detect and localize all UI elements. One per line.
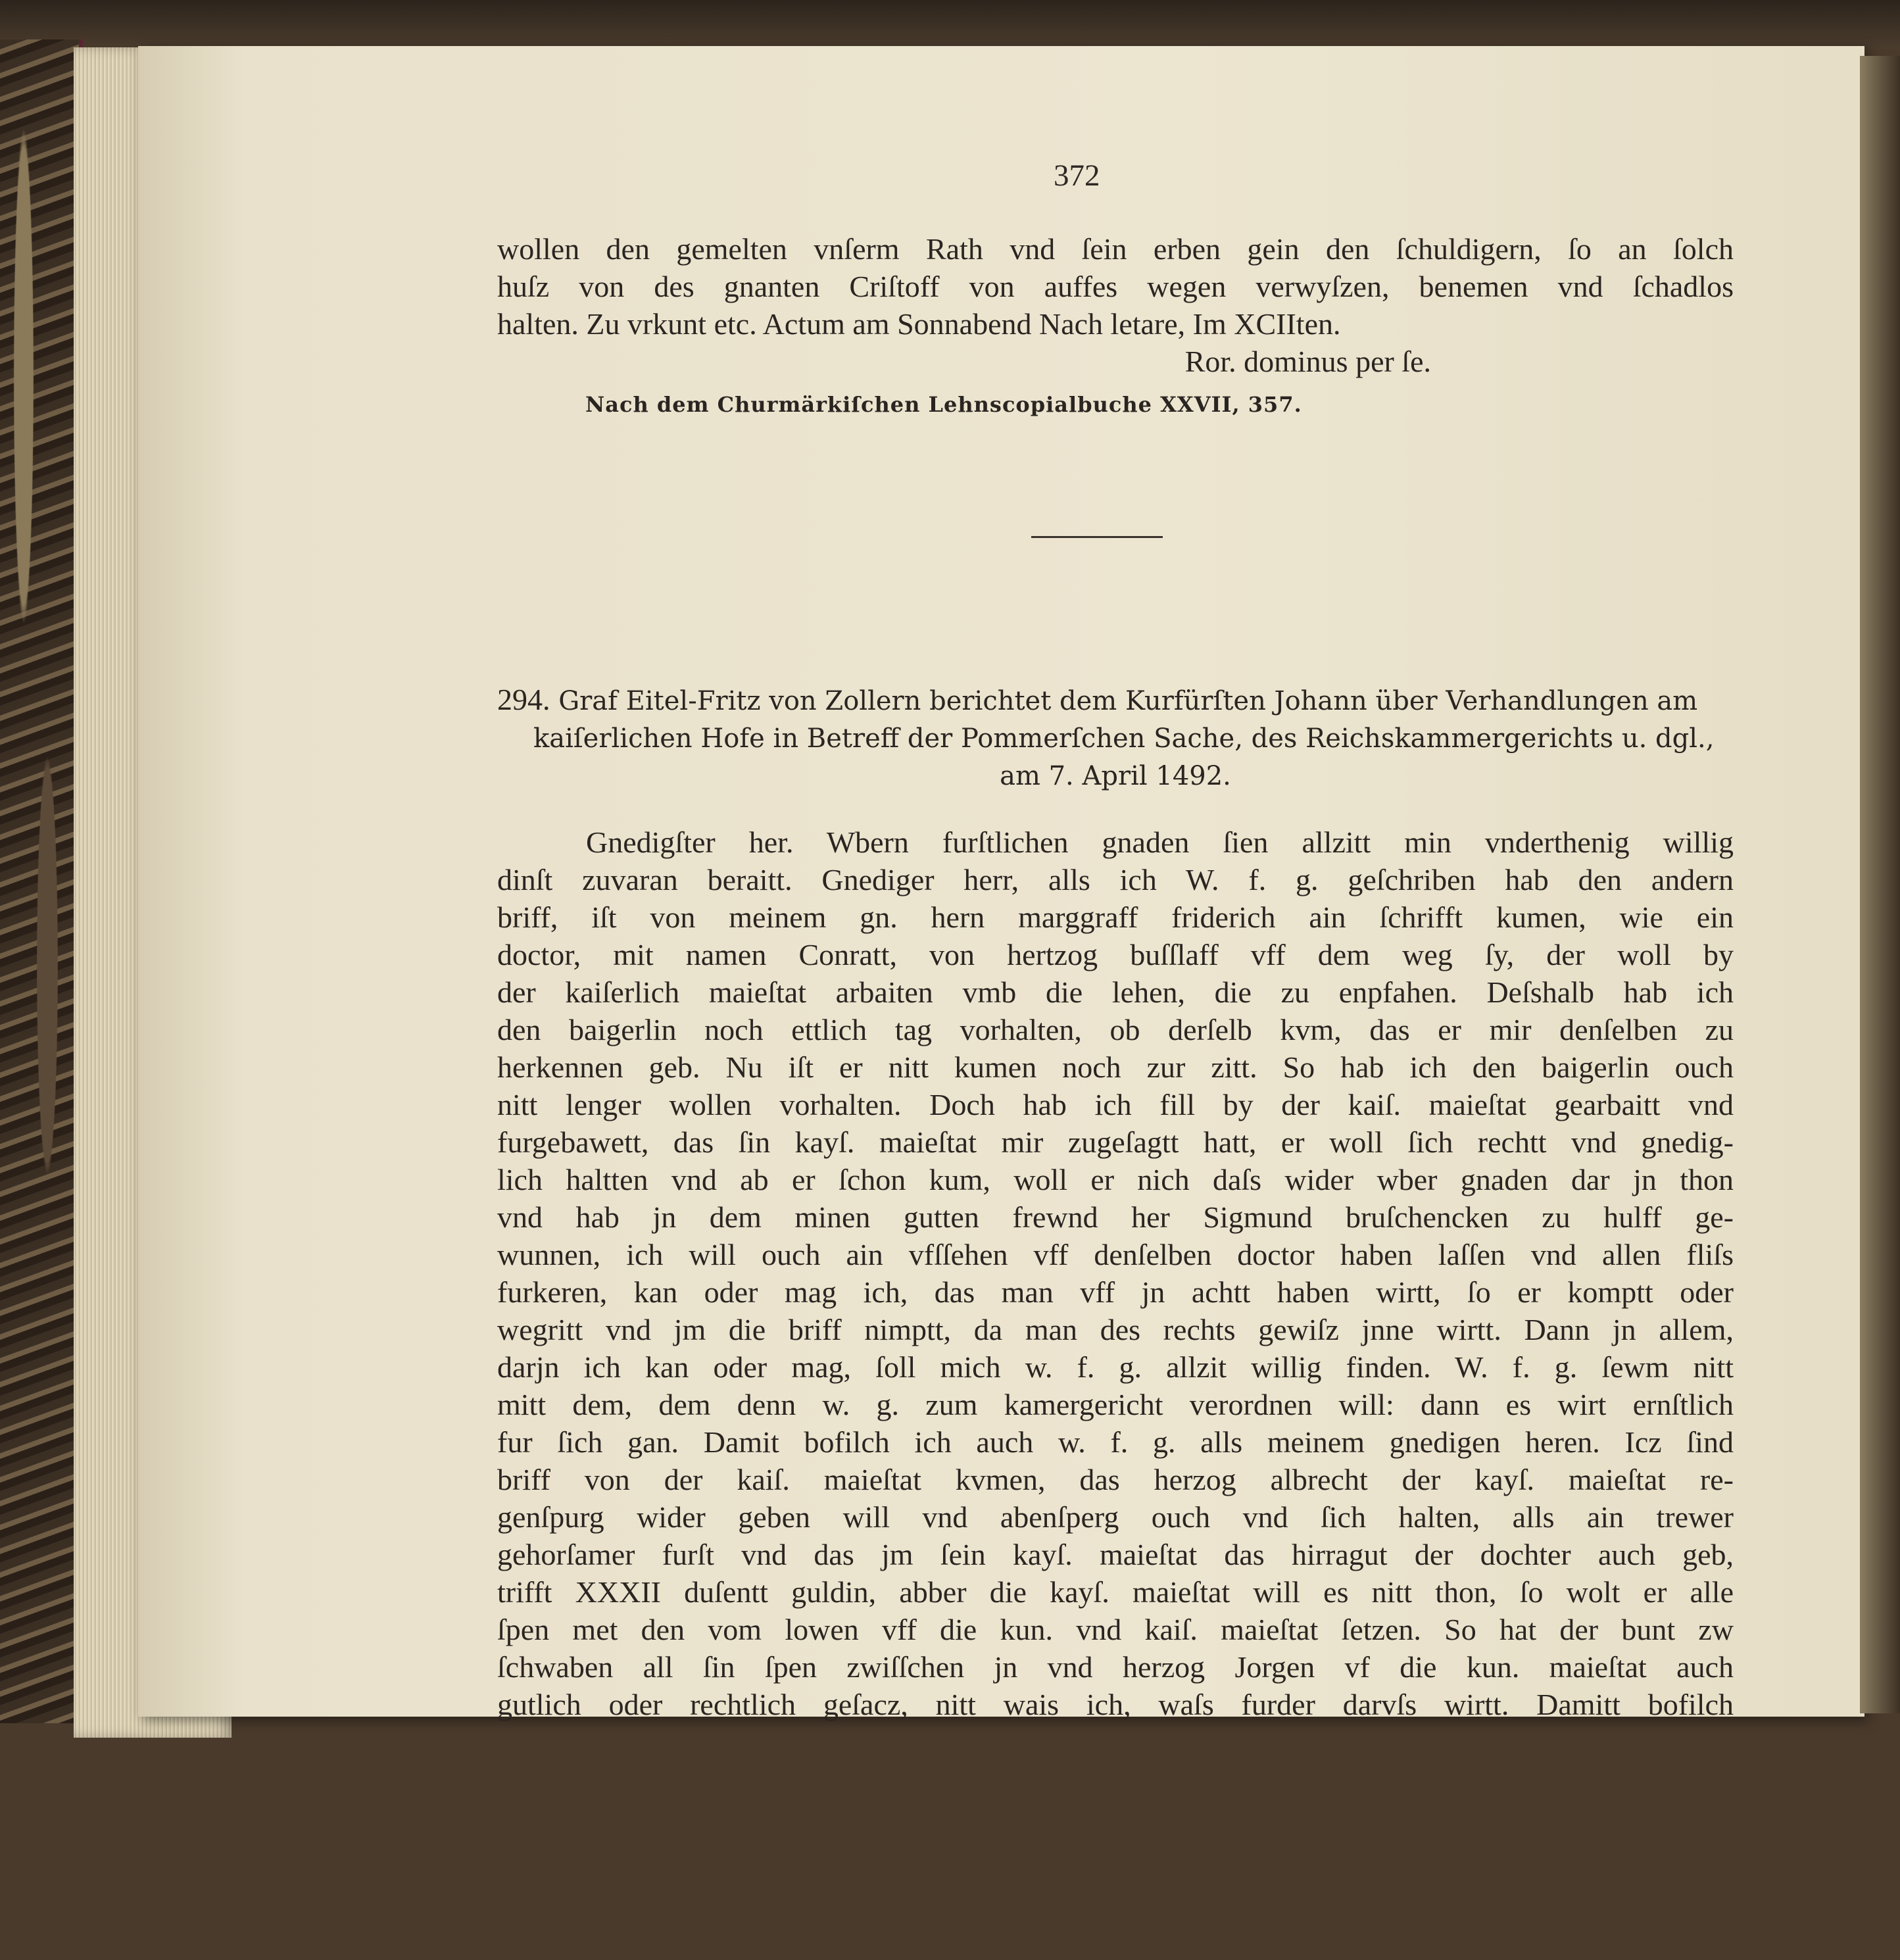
text-line: gehorſamer furſt vnd das jm ſein kayſ. maieſtat das hirragut der dochter auch geb, (497, 1538, 1734, 1571)
heading-line-1 (497, 681, 1734, 720)
text-line: furkeren, kan oder mag ich, das man vff jn achtt haben wirtt, ſo er komptt oder (497, 1275, 1734, 1309)
text-line: ſpen met den vom lowen vff die kun. vnd kaiſ. maieſtat ſetzen. So hat der bunt zw (497, 1613, 1734, 1646)
marbled-endpaper (0, 39, 83, 1723)
text-line: wollen den gemelten vnſerm Rath vnd ſein erben gein den ſchuldigern, ſo an ſolch (497, 232, 1734, 266)
document-heading (497, 681, 1734, 795)
text-line: dinſt zuvaran beraitt. Gnediger herr, alls ich W. f. g. geſchriben hab den andern (497, 863, 1734, 896)
text-line: doctor, mit namen Conratt, von hertzog buſſlaff vff dem weg ſy, der woll by (497, 938, 1734, 971)
text-line: briff von der kaiſ. maieſtat kvmen, das herzog albrecht der kayſ. maieſtat re- (497, 1463, 1734, 1496)
heading-line-3: am 7. April 1492. (1000, 761, 1231, 791)
document-number: 294. (497, 683, 550, 716)
text-line: lich haltten vnd ab er ſchon kum, woll er nich daſs wider wber gnaden dar jn thon (497, 1163, 1734, 1196)
text-line: genſpurg wider geben will vnd abenſperg ouch vnd ſich halten, alls ain trewer (497, 1500, 1734, 1534)
text-line: halten. Zu vrkunt etc. Actum am Sonnabend Nach letare, Im XCIIten. (497, 307, 1341, 341)
text-line: mitt dem, dem denn w. g. zum kamergericht verordnen will: dann es wirt ernſtlich (497, 1388, 1734, 1421)
text-line: wegritt vnd jm die briff nimptt, da man des rechts gewiſz jnne wirtt. Dann jn allem, (497, 1313, 1734, 1346)
text-line: ſchwaben all ſin ſpen zwiſſchen jn vnd herzog Jorgen vf die kun. maieſtat auch (497, 1650, 1734, 1684)
text-line: furgebawett, das ſin kayſ. maieſtat mir zugeſagtt hatt, er woll ſich rechtt vnd gnedig- (497, 1125, 1734, 1159)
text-line: nitt lenger wollen vorhalten. Doch hab ich fill by der kaiſ. maieſtat gearbaitt vnd (497, 1088, 1734, 1121)
heading-line-2: kaiſerlichen Hofe in Betreff der Pommerſchen Sache, des Reichskammergerichts u. dgl., (533, 723, 1715, 754)
text-line: wunnen, ich will ouch ain vfſſehen vff denſelben doctor haben laſſen vnd allen fliſs (497, 1238, 1734, 1271)
text-line: gutlich oder rechtlich geſacz, nitt wais ich, waſs furder darvſs wirtt. Damitt bofilch (497, 1688, 1734, 1721)
text-line: briff, iſt von meinem gn. hern marggraff friderich ain ſchrifft kumen, wie ein (497, 900, 1734, 934)
page-number: 372 (1054, 159, 1100, 193)
text-line: der kaiſerlich maieſtat arbaiten vmb die lehen, die zu enpfahen. Deſshalb hab ich (497, 975, 1734, 1009)
text-line: trifft XXXII duſentt guldin, abber die kayſ. maieſtat will es nitt thon, ſo wolt er alle (497, 1575, 1734, 1609)
text-line: herkennen geb. Nu iſt er nitt kumen noch zur zitt. So hab ich den baigerlin ouch (497, 1050, 1734, 1084)
section-divider (1031, 536, 1163, 538)
signature-line: Ror. dominus per ſe. (1184, 345, 1431, 378)
text-line: vnd hab jn dem minen gutten frewnd her Sigmund bruſchencken zu hulff ge- (497, 1200, 1734, 1234)
book-cover-board (0, 0, 1900, 49)
text-line: fur ſich gan. Damit bofilch ich auch w. f. g. alls meinem gnedigen heren. Icz ſind (497, 1425, 1734, 1459)
source-note: Nach dem Churmärkiſchen Lehnscopialbuche XXVII, 357. (585, 392, 1302, 417)
text-line: Gnedigſter her. Wbern furſtlichen gnaden ſien allzitt min vnderthenig willig (586, 825, 1734, 859)
text-line: darjn ich kan oder mag, ſoll mich w. f. g. allzit willig finden. W. f. g. ſewm nitt (497, 1350, 1734, 1384)
letter-body (497, 823, 1734, 1723)
heading-text: Graf Eitel-Fritz von Zollern berichtet dem Kurfürſten Johann über Verhandlungen am (558, 686, 1698, 716)
text-line: den baigerlin noch ettlich tag vorhalten, ob derſelb kvm, das er mir denſelben zu (497, 1013, 1734, 1046)
text-line: huſz von des gnanten Criſtoff von auffes wegen verwyſzen, benemen vnd ſchadlos (497, 270, 1734, 303)
continuation-text (497, 230, 1734, 380)
book-right-edge (1860, 56, 1900, 1713)
